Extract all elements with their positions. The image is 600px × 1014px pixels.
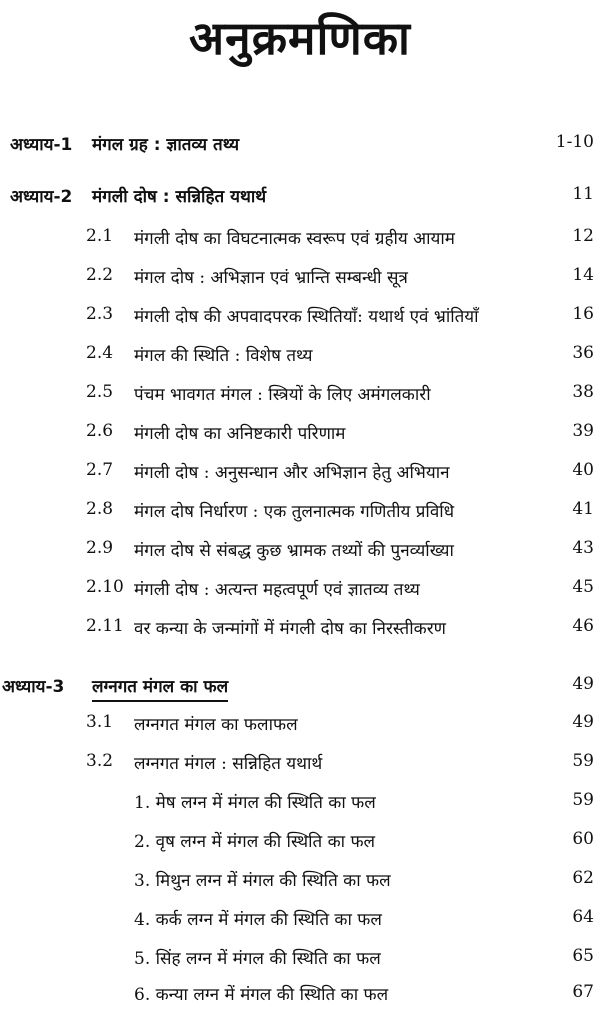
- toc-subsection: [0, 946, 600, 978]
- subsection-title: 4. कर्क लग्न में मंगल की स्थिति का फल: [134, 910, 382, 930]
- section-page: 40: [572, 460, 594, 480]
- section-number: 2.10: [86, 577, 124, 597]
- toc-chapter-3: [0, 674, 600, 706]
- section-title: मंगली दोष का विघटनात्मक स्वरूप एवं ग्रहीय आयाम: [134, 229, 455, 249]
- chapter-page: 49: [572, 674, 594, 694]
- section-number: 2.3: [86, 304, 114, 324]
- subsection-page: 62: [572, 868, 594, 888]
- chapter-title: मंगली दोष : सन्निहित यथार्थ: [92, 187, 267, 207]
- subsection-title: 2. वृष लग्न में मंगल की स्थिति का फल: [134, 832, 376, 852]
- toc-section: [0, 712, 600, 744]
- toc-section: [0, 304, 600, 336]
- section-title: लग्नगत मंगल का फलाफल: [134, 715, 298, 735]
- toc-section: [0, 421, 600, 453]
- section-page: 39: [572, 421, 594, 441]
- toc-section: [0, 577, 600, 609]
- section-number: 2.8: [86, 499, 114, 519]
- toc-section: [0, 460, 600, 492]
- toc-section: [0, 226, 600, 258]
- section-page: 41: [572, 499, 594, 519]
- toc-subsection: [0, 829, 600, 861]
- section-number: 2.2: [86, 265, 114, 285]
- section-page: 12: [572, 226, 594, 246]
- subsection-title: 6. कन्या लग्न में मंगल की स्थिति का फल: [134, 985, 389, 1005]
- section-title: मंगली दोष की अपवादपरक स्थितियाँ: यथार्थ एवं भ्रांतियाँ: [134, 307, 479, 327]
- section-page: 36: [572, 343, 594, 363]
- toc-subsection: [0, 982, 600, 1014]
- section-title: मंगल की स्थिति : विशेष तथ्य: [134, 346, 313, 366]
- subsection-title: 5. सिंह लग्न में मंगल की स्थिति का फल: [134, 949, 381, 969]
- subsection-page: 64: [572, 907, 594, 927]
- section-number: 2.4: [86, 343, 114, 363]
- toc-section: [0, 343, 600, 375]
- toc-subsection: [0, 790, 600, 822]
- section-number: 2.6: [86, 421, 114, 441]
- toc-chapter-2: [0, 184, 600, 216]
- toc-section: [0, 616, 600, 648]
- section-title: मंगली दोष का अनिष्टकारी परिणाम: [134, 424, 346, 444]
- section-page: 59: [572, 751, 594, 771]
- toc-section: [0, 499, 600, 531]
- section-number: 2.7: [86, 460, 114, 480]
- toc-section: [0, 382, 600, 414]
- chapter-page: 11: [572, 184, 594, 204]
- section-page: 16: [572, 304, 594, 324]
- section-title: पंचम भावगत मंगल : स्त्रियों के लिए अमंगलकारी: [134, 385, 431, 405]
- section-title: मंगल दोष : अभिज्ञान एवं भ्रान्ति सम्बन्धी सूत्र: [134, 268, 408, 288]
- section-title: मंगली दोष : अत्यन्त महत्वपूर्ण एवं ज्ञातव्य तथ्य: [134, 580, 420, 600]
- subsection-page: 65: [572, 946, 594, 966]
- section-page: 49: [572, 712, 594, 732]
- section-page: 45: [572, 577, 594, 597]
- section-number: 2.11: [86, 616, 124, 636]
- section-title: मंगल दोष निर्धारण : एक तुलनात्मक गणितीय प्रविधि: [134, 502, 455, 522]
- chapter-title: मंगल ग्रह : ज्ञातव्य तथ्य: [92, 135, 240, 155]
- page-title: अनुक्रमणिका: [189, 11, 411, 65]
- section-number: 3.2: [86, 751, 114, 771]
- section-title: लग्नगत मंगल : सन्निहित यथार्थ: [134, 754, 323, 774]
- subsection-page: 60: [572, 829, 594, 849]
- subsection-page: 59: [572, 790, 594, 810]
- subsection-title: 1. मेष लग्न में मंगल की स्थिति का फल: [134, 793, 376, 813]
- section-page: 38: [572, 382, 594, 402]
- section-number: 2.5: [86, 382, 114, 402]
- chapter-label: अध्याय-1: [10, 135, 73, 155]
- chapter-page: 1-10: [555, 132, 594, 152]
- chapter-title: लग्नगत मंगल का फल: [92, 674, 228, 702]
- chapter-label: अध्याय-3: [2, 677, 65, 697]
- toc-section: [0, 538, 600, 570]
- toc-section: [0, 265, 600, 297]
- section-number: 2.1: [86, 226, 114, 246]
- section-number: 3.1: [86, 712, 114, 732]
- section-number: 2.9: [86, 538, 114, 558]
- subsection-page: 67: [572, 982, 594, 1002]
- section-page: 43: [572, 538, 594, 558]
- toc-subsection: [0, 868, 600, 900]
- chapter-label: अध्याय-2: [10, 187, 73, 207]
- section-title: वर कन्या के जन्मांगों में मंगली दोष का निरस्तीकरण: [134, 619, 446, 639]
- toc-subsection: [0, 907, 600, 939]
- toc-chapter-1: [0, 132, 600, 164]
- section-title: मंगल दोष से संबद्ध कुछ भ्रामक तथ्यों की पुनर्व्याख्या: [134, 541, 454, 561]
- section-page: 46: [572, 616, 594, 636]
- section-title: मंगली दोष : अनुसन्धान और अभिज्ञान हेतु अभियान: [134, 463, 450, 483]
- section-page: 14: [572, 265, 594, 285]
- subsection-title: 3. मिथुन लग्न में मंगल की स्थिति का फल: [134, 871, 391, 891]
- toc-section: [0, 751, 600, 783]
